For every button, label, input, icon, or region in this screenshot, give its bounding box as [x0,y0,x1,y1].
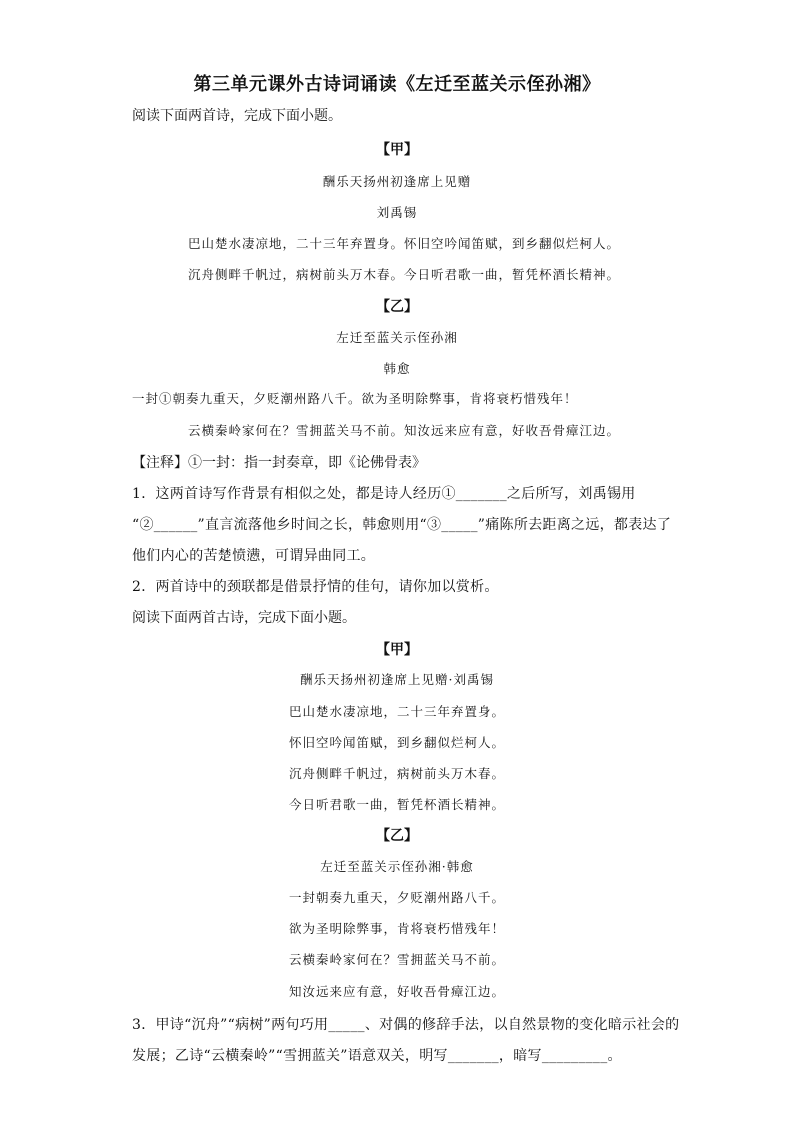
section1-instruction: 阅读下面两首诗，完成下面小题。 [132,108,342,124]
section2-yi-line: 云横秦岭家何在？雪拥蓝关马不前。 [288,952,505,967]
section2-jia-label: 【甲】 [376,642,418,658]
question-2: 2．两首诗中的颈联都是借景抒情的佳句，请你加以赏析。 [132,579,499,595]
question-1-line1: 1．这两首诗写作背景有相似之处，都是诗人经历①_______之后所写，刘禹锡用 [132,486,636,502]
section1-jia-label: 【甲】 [376,142,418,158]
section2-jia-line: 巴山楚水凄凉地，二十三年弃置身。 [288,704,505,719]
question-1-line3: 他们内心的苦楚愤懑，可谓异曲同工。 [132,548,376,564]
section2-jia-line: 今日听君歌一曲，暂凭杯酒长精神。 [288,797,505,812]
section2-yi-label: 【乙】 [376,828,418,844]
section1-jia-line1: 巴山楚水凄凉地，二十三年弃置身。怀旧空吟闻笛赋，到乡翻似烂柯人。 [188,236,621,251]
section2-yi-line: 知汝远来应有意，好收吾骨瘴江边。 [288,984,505,999]
question-1-line2: “②______”直言流落他乡时间之长，韩愈则用“③_____”痛陈所去距离之远，都表达了 [132,517,672,533]
section1-note: 【注释】①一封：指一封奏章，即《论佛骨表》 [132,455,426,471]
section2-instruction: 阅读下面两首古诗，完成下面小题。 [132,610,356,626]
section1-yi-label: 【乙】 [376,299,418,315]
section2-jia-line: 怀旧空吟闻笛赋，到乡翻似烂柯人。 [288,735,505,750]
page-title: 第三单元课外古诗词诵读《左迁至蓝关示侄孙湘》 [193,74,601,95]
section2-jia-line: 沉舟侧畔千帆过，病树前头万木春。 [288,766,505,781]
section1-yi-title: 左迁至蓝关示侄孙湘 [336,330,458,345]
section2-yi-heading: 左迁至蓝关示侄孙湘·韩愈 [320,859,474,874]
section2-jia-heading: 酬乐天扬州初逢席上见赠·刘禹锡 [300,672,494,687]
section1-yi-line2: 云横秦岭家何在？雪拥蓝关马不前。知汝远来应有意，好收吾骨瘴江边。 [188,423,621,438]
section1-jia-line2: 沉舟侧畔千帆过，病树前头万木春。今日听君歌一曲，暂凭杯酒长精神。 [188,267,621,282]
section2-yi-line: 一封朝奏九重天，夕贬潮州路八千。 [288,890,505,905]
question-3-line2: 发展；乙诗“云横秦岭”“雪拥蓝关”语意双关，明写_______，暗写_________。 [132,1048,622,1064]
section1-yi-line1: 一封①朝奏九重天，夕贬潮州路八千。欲为圣明除弊事，肯将衰朽惜残年！ [132,391,578,406]
section1-jia-title: 酬乐天扬州初逢席上见赠 [322,174,472,189]
section1-jia-author: 刘禹锡 [376,205,418,220]
section1-yi-author: 韩愈 [383,361,411,376]
question-3-line1: 3．甲诗“沉舟”“病树”两句巧用_____、对偶的修辞手法，以自然景物的变化暗示社会的 [132,1017,680,1033]
section2-yi-line: 欲为圣明除弊事，肯将衰朽惜残年！ [288,921,505,936]
